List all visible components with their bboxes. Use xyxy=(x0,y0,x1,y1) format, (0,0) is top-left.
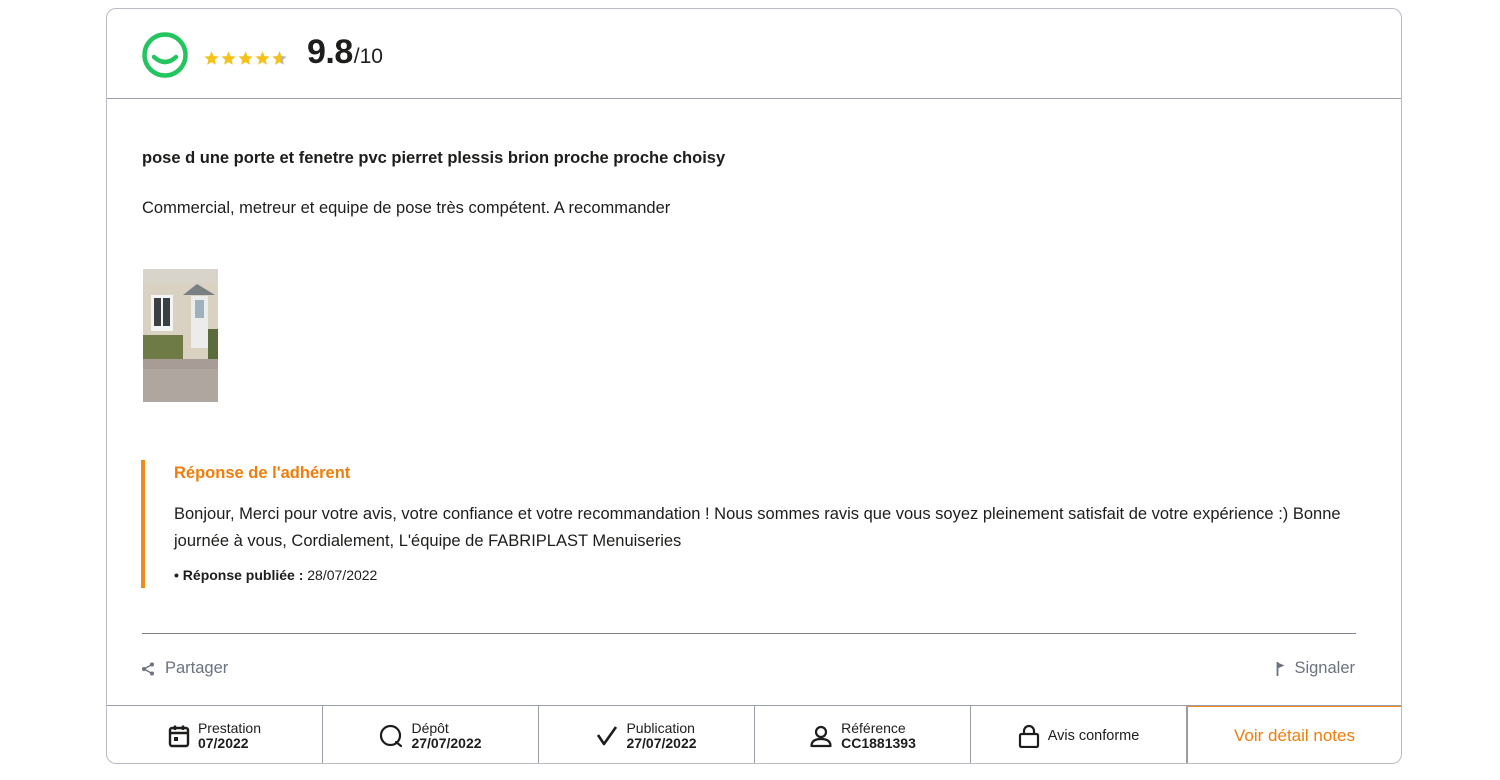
depot-label: Dépôt xyxy=(411,719,449,736)
voir-detail-notes-button[interactable]: Voir détail notes xyxy=(1187,706,1401,764)
flag-icon xyxy=(1276,661,1286,677)
review-title: pose d une porte et fenetre pvc pierret plessis brion proche proche choisy xyxy=(142,149,726,167)
share-button[interactable] xyxy=(141,659,228,678)
review-card xyxy=(106,8,1402,764)
score xyxy=(307,33,383,77)
publication-info xyxy=(539,706,755,764)
checkmark-icon xyxy=(596,725,618,747)
rating-stars xyxy=(203,50,288,68)
prestation-info xyxy=(107,706,323,764)
reference-label: Référence xyxy=(841,719,906,736)
review-photo[interactable] xyxy=(143,269,218,402)
member-response xyxy=(141,460,1341,588)
report-button[interactable] xyxy=(1276,659,1355,678)
speech-bubble-icon xyxy=(379,724,403,748)
response-text: Bonjour, Merci pour votre avis, votre confiance et votre recommandation ! Nous sommes ravis que vous soyez pleinement satisfait de votre expérience :) Bonne journée à vous, Cordialement, L'équipe de FABRIPLAST Menuiseries xyxy=(174,505,1341,550)
depot-info xyxy=(323,706,539,764)
score-value: 9.8 xyxy=(307,33,353,71)
avis-conforme-label: Avis conforme xyxy=(1047,727,1140,744)
review-text: Commercial, metreur et equipe de pose très compétent. A recommander xyxy=(142,199,671,217)
star-icon xyxy=(237,50,254,67)
review-footer xyxy=(107,705,1401,764)
prestation-label: Prestation xyxy=(197,719,262,736)
house-photo-image xyxy=(143,269,218,402)
user-icon xyxy=(809,724,833,748)
report-label: Signaler xyxy=(1294,659,1355,677)
prestation-value: 07/2022 xyxy=(197,734,249,751)
star-half-icon xyxy=(271,50,288,67)
smiley-logo-icon xyxy=(141,31,189,79)
calendar-icon xyxy=(168,724,190,748)
star-icon xyxy=(220,50,237,67)
response-date xyxy=(174,567,377,583)
publication-value: 27/07/2022 xyxy=(626,734,697,751)
reference-value: CC1881393 xyxy=(841,734,916,751)
reference-info xyxy=(755,706,971,764)
avis-conforme-info xyxy=(971,706,1187,764)
review-header xyxy=(107,9,1401,99)
depot-value: 27/07/2022 xyxy=(411,734,482,751)
divider xyxy=(142,633,1356,634)
response-date-label: • Réponse publiée : xyxy=(174,567,304,583)
lock-icon xyxy=(1018,724,1040,748)
share-label: Partager xyxy=(165,659,229,677)
score-max: /10 xyxy=(353,45,383,68)
share-icon xyxy=(141,662,155,676)
response-date-value: 28/07/2022 xyxy=(303,567,378,583)
publication-label: Publication xyxy=(626,719,695,736)
star-icon xyxy=(203,50,220,67)
response-title: Réponse de l'adhérent xyxy=(174,464,351,482)
star-icon xyxy=(254,50,271,67)
